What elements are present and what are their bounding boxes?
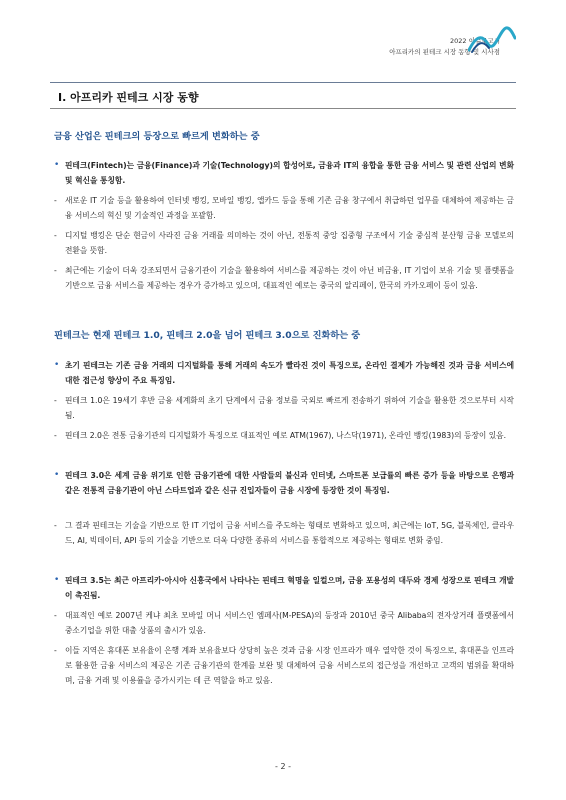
dash-marker: -	[54, 646, 57, 655]
list-item-text: 핀테크 3.5는 최근 아프리카·아시아 신흥국에서 나타나는 핀테크 혁명을 일컬으며, 금융 포용성의 대두와 경제 성장으로 핀테크 개발이 촉진됨.	[65, 576, 514, 600]
list-item-text: 디지털 뱅킹은 단순 현금이 사라진 금융 거래를 의미하는 것이 아닌, 전통적 중앙 집중형 구조에서 기술 중심적 분산형 금융 모델로의 전환을 뜻함.	[65, 231, 514, 255]
header-subtitle: 아프리카의 핀테크 시장 동향 및 시사점	[389, 48, 500, 56]
list-item-text: 핀테크 2.0은 전통 금융기관의 디지털화가 특징으로 대표적인 예로 ATM(1967), 나스닥(1971), 온라인 뱅킹(1983)의 등장이 있음.	[65, 431, 507, 440]
list-item-text: 이들 지역은 휴대폰 보유율이 은행 계좌 보유율보다 상당히 높은 것과 금융 시장 인프라가 매우 열악한 것이 특징으로, 휴대폰을 인프라로 활용한 금융 서비스의 제공은 기존 금융기관의 한계를 보완 및 대체하여 금융 서비스로의 접근성을 개선하고 고객의 범위를 확대하며, 금융 거래 및 이용률을 증가시키는 데 큰 역할을 하고 있음.	[65, 646, 514, 685]
section-title: Ⅰ. 아프리카 핀테크 시장 동향	[58, 91, 199, 104]
bullet-marker: •	[54, 360, 60, 370]
list-item-text: 그 결과 핀테크는 기술을 기반으로 한 IT 기업이 금융 서비스를 주도하는 형태로 변화하고 있으며, 최근에는 IoT, 5G, 블록체인, 클라우드, AI, 빅데이터, API 등의 기술을 기반으로 더욱 다양한 종류의 서비스를 통합적으로 제공하는 형태로 변화 중임.	[65, 521, 514, 545]
page-number: - 2 -	[275, 762, 291, 771]
section-divider	[50, 108, 516, 109]
list-item	[54, 358, 514, 388]
list-item-text: 초기 핀테크는 기존 금융 거래의 디지털화를 통해 거래의 속도가 빨라진 것이 특징으로, 온라인 결제가 가능해진 것과 금융 서비스에 대한 접근성 향상이 주요 특징임.	[65, 361, 514, 385]
dash-marker: -	[54, 231, 57, 240]
dash-marker: -	[54, 431, 57, 440]
dash-marker: -	[54, 266, 57, 275]
bullet-marker: •	[54, 470, 60, 480]
bullet-marker: •	[54, 575, 60, 585]
list-item-text: 새로운 IT 기술 등을 활용하여 인터넷 뱅킹, 모바일 뱅킹, 앱카드 등을 통해 기존 금융 창구에서 취급하던 업무를 대체하여 제공하는 금융 서비스의 혁신 및 기술적인 과정을 포괄함.	[65, 196, 514, 220]
list-item	[54, 393, 514, 423]
list-item-text: 대표적인 예로 2007년 케냐 최초 모바일 머니 서비스인 엠페사(M-PESA)의 등장과 2010년 중국 Alibaba의 전자상거래 플랫폼에서 중소기업을 위한 대출 상품의 출시가 있음.	[65, 611, 514, 635]
header-year-title: 2022 이슈보고서	[449, 37, 500, 45]
list-item	[54, 518, 514, 548]
list-item-text: 핀테크(Fintech)는 금융(Finance)과 기술(Technology)의 합성어로, 금융과 IT의 융합을 통한 금융 서비스 및 관련 산업의 변화 및 혁신을 통칭함.	[65, 161, 514, 185]
list-item	[54, 468, 514, 498]
dash-marker: -	[54, 611, 57, 620]
list-item	[54, 158, 514, 188]
list-item	[54, 573, 514, 603]
list-item	[54, 263, 514, 293]
list-item-text: 최근에는 기술이 더욱 강조되면서 금융기관이 기술을 활용하여 서비스를 제공하는 것이 아닌 비금융, IT 기업이 보유 기술 및 플랫폼을 기반으로 금융 서비스를 제공하는 경우가 증가하고 있으며, 대표적인 예로는 중국의 알리페이, 한국의 카카오페이 등이 있음.	[65, 266, 514, 290]
heading-fintech-change: 금융 산업은 핀테크의 등장으로 빠르게 변화하는 중	[54, 131, 260, 142]
bullet-marker: •	[54, 160, 60, 170]
list-item	[54, 608, 514, 638]
list-item	[54, 428, 514, 443]
list-item	[54, 228, 514, 258]
dash-marker: -	[54, 521, 57, 530]
list-item	[54, 193, 514, 223]
list-item-text: 핀테크 1.0은 19세기 후반 금융 세계화의 초기 단계에서 금융 정보를 국외로 빠르게 전송하기 위하여 기술을 활용한 것으로부터 시작됨.	[65, 396, 514, 420]
header-divider	[50, 82, 516, 83]
dash-marker: -	[54, 396, 57, 405]
wave-logo-icon	[468, 26, 516, 54]
page-header	[0, 0, 566, 80]
list-item	[54, 643, 514, 688]
list-item-text: 핀테크 3.0은 세계 금융 위기로 인한 금융기관에 대한 사람들의 불신과 인터넷, 스마트폰 보급률의 빠른 증가 등을 바탕으로 은행과 같은 전통적 금융기관이 아닌 스타트업과 같은 신규 진입자들이 금융 시장에 등장한 것이 특징임.	[65, 471, 514, 495]
dash-marker: -	[54, 196, 57, 205]
heading-fintech-evolution: 핀테크는 현재 핀테크 1.0, 핀테크 2.0을 넘어 핀테크 3.0으로 진화하는 중	[54, 330, 361, 341]
